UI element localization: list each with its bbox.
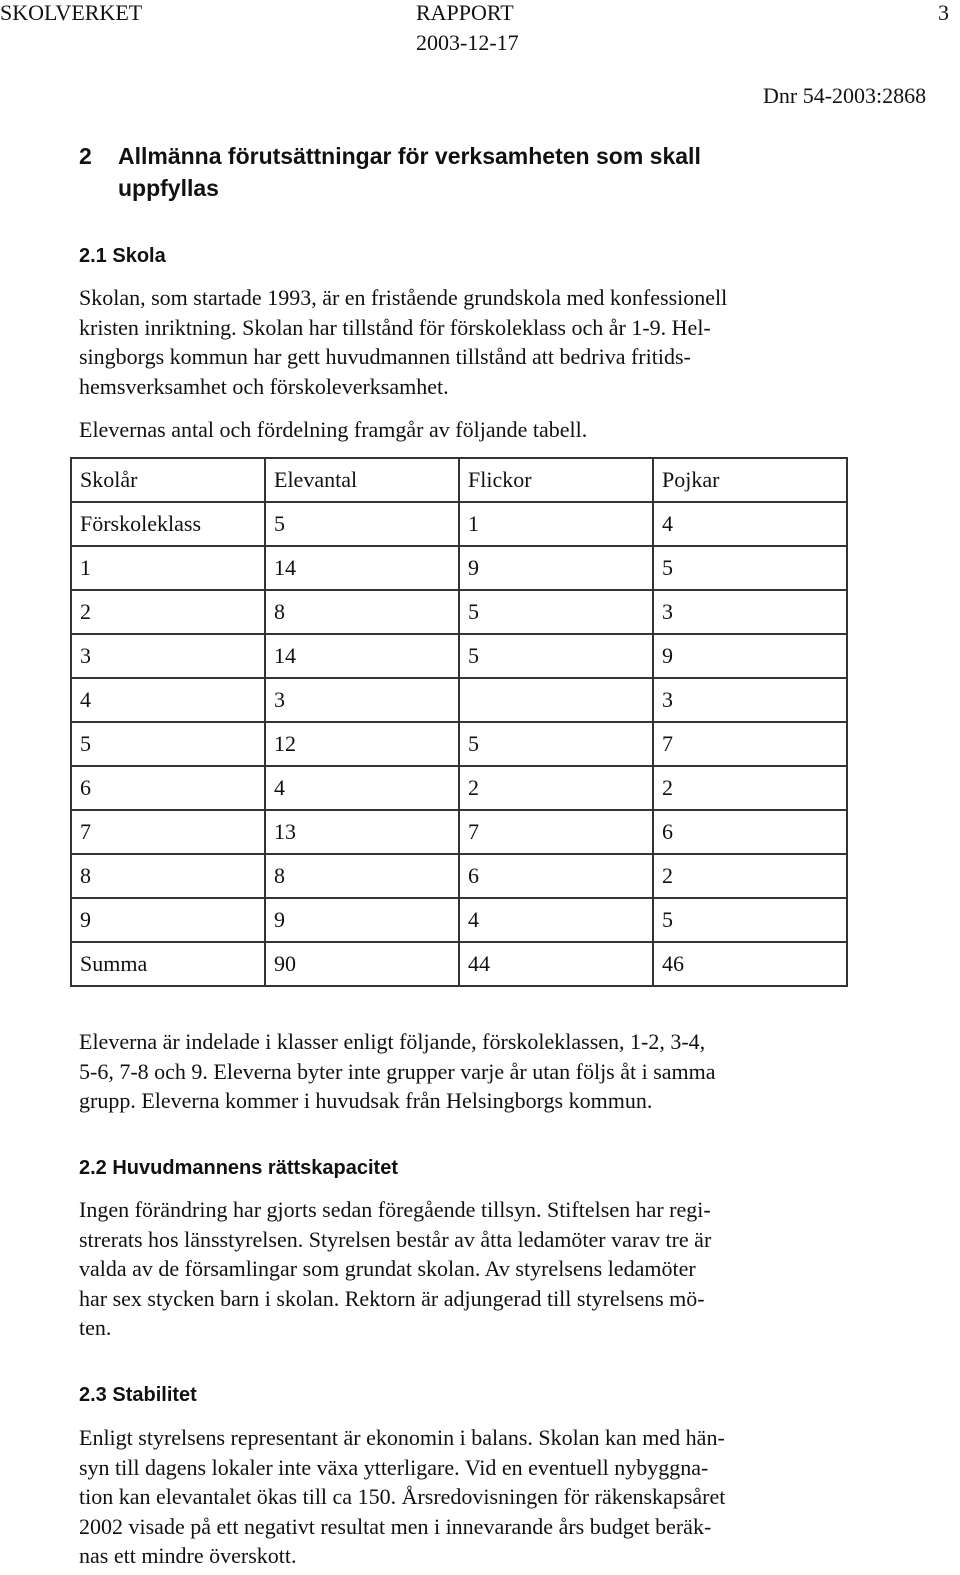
table-cell: 4	[459, 898, 653, 942]
table-row	[71, 810, 847, 854]
table-cell: 2	[653, 854, 847, 898]
section-2-3-heading: 2.3 Stabilitet	[79, 1384, 197, 1406]
table-cell: 5	[459, 634, 653, 678]
header-dnr: Dnr 54-2003:2868	[763, 83, 927, 108]
table-cell: 5	[653, 546, 847, 590]
section-2-1-heading: 2.1 Skola	[79, 245, 166, 267]
table-row	[71, 502, 847, 546]
table-cell: 9	[71, 898, 265, 942]
section-2-1-paragraph-1	[79, 283, 849, 401]
section-2-1-paragraph-3	[79, 1027, 849, 1116]
table-row	[71, 678, 847, 722]
table-cell: 8	[71, 854, 265, 898]
table-header-cell: Elevantal	[265, 458, 459, 502]
section-2-title-line1: Allmänna förutsättningar för verksamheten som skall	[118, 143, 701, 169]
table-cell: 5	[459, 590, 653, 634]
text-line: Ingen förändring har gjorts sedan föregående tillsyn. Stiftelsen har regi-	[79, 1197, 711, 1222]
text-line: kristen inriktning. Skolan har tillstånd för förskoleklass och år 1-9. Hel-	[79, 314, 711, 340]
table-cell: 14	[265, 546, 459, 590]
table-cell: 5	[653, 898, 847, 942]
table-cell: 90	[265, 942, 459, 986]
table-cell: 12	[265, 722, 459, 766]
text-line: Enligt styrelsens representant är ekonomin i balans. Skolan kan med hän-	[79, 1425, 725, 1450]
text-line: singborgs kommun har gett huvudmannen tillstånd att bedriva fritids-	[79, 344, 691, 369]
table-cell: 9	[459, 546, 653, 590]
table-cell: 4	[265, 766, 459, 810]
table-cell: 46	[653, 942, 847, 986]
table-cell: 7	[653, 722, 847, 766]
table-cell: 3	[653, 590, 847, 634]
student-table	[70, 457, 848, 987]
header-date: 2003-12-17	[416, 30, 519, 55]
table-cell: 9	[265, 898, 459, 942]
table-cell: 3	[653, 678, 847, 722]
text-line: grupp. Eleverna kommer i huvudsak från Helsingborgs kommun.	[79, 1088, 653, 1113]
section-2-2-paragraph	[79, 1195, 849, 1343]
section-2-number: 2	[79, 143, 92, 169]
table-cell: Summa	[71, 942, 265, 986]
text-line: hemsverksamhet och förskoleverksamhet.	[79, 373, 449, 399]
table-cell: 4	[653, 502, 847, 546]
table-total-row	[71, 942, 847, 986]
table-row	[71, 766, 847, 810]
table-cell: 5	[265, 502, 459, 546]
text-line: tion kan elevantalet ökas till ca 150. Årsredovisningen för räkenskapsåret	[79, 1484, 726, 1509]
text-line: 5-6, 7-8 och 9. Eleverna byter inte grupper varje år utan följs åt i samma	[79, 1058, 716, 1084]
section-2-3-paragraph	[79, 1423, 849, 1571]
table-cell: 8	[265, 854, 459, 898]
table-cell: 5	[459, 722, 653, 766]
table-cell: 44	[459, 942, 653, 986]
table-cell: 9	[653, 634, 847, 678]
text-line: Skolan, som startade 1993, är en fristående grundskola med konfessionell	[79, 285, 728, 310]
text-line: ten.	[79, 1315, 112, 1340]
table-row	[71, 590, 847, 634]
table-cell: 2	[71, 590, 265, 634]
table-cell: 3	[265, 678, 459, 722]
table-cell: 3	[71, 634, 265, 678]
table-cell: 6	[459, 854, 653, 898]
table-row	[71, 546, 847, 590]
table-cell: 7	[459, 810, 653, 854]
text-line: har sex stycken barn i skolan. Rektorn är adjungerad till styrelsens mö-	[79, 1285, 705, 1311]
table-cell: 6	[653, 810, 847, 854]
table-row	[71, 722, 847, 766]
table-cell: Förskoleklass	[71, 502, 265, 546]
table-cell: 4	[71, 678, 265, 722]
table-cell: 6	[71, 766, 265, 810]
text-line: Eleverna är indelade i klasser enligt följande, förskoleklassen, 1-2, 3-4,	[79, 1029, 706, 1054]
text-line: syn till dagens lokaler inte växa ytterligare. Vid en eventuell nybyggna-	[79, 1454, 709, 1480]
table-row	[71, 634, 847, 678]
table-cell: 7	[71, 810, 265, 854]
table-row	[71, 898, 847, 942]
table-cell: 8	[265, 590, 459, 634]
text-line: strerats hos länsstyrelsen. Styrelsen består av åtta ledamöter varav tre är	[79, 1226, 712, 1252]
page-number: 3	[938, 0, 949, 25]
table-cell: 1	[459, 502, 653, 546]
table-cell: 2	[459, 766, 653, 810]
text-line: valda av de församlingar som grundat skolan. Av styrelsens ledamöter	[79, 1256, 696, 1281]
table-cell: 13	[265, 810, 459, 854]
header-org: SKOLVERKET	[0, 0, 143, 25]
table-header-cell: Flickor	[459, 458, 653, 502]
section-2-1-paragraph-2: Elevernas antal och fördelning framgår av följande tabell.	[79, 417, 588, 442]
table-row	[71, 854, 847, 898]
text-line: 2002 visade på ett negativt resultat men i innevarande års budget beräk-	[79, 1513, 712, 1539]
table-cell: 1	[71, 546, 265, 590]
text-line: nas ett mindre överskott.	[79, 1543, 297, 1568]
header-doc-type: RAPPORT	[416, 0, 514, 25]
table-cell: 14	[265, 634, 459, 678]
table-cell: 5	[71, 722, 265, 766]
section-2-title-line2: uppfyllas	[118, 175, 219, 201]
table-header-cell: Skolår	[71, 458, 265, 502]
section-2-2-heading: 2.2 Huvudmannens rättskapacitet	[79, 1157, 398, 1179]
table-cell: 2	[653, 766, 847, 810]
table-header-cell: Pojkar	[653, 458, 847, 502]
table-header-row	[71, 458, 847, 502]
table-cell	[459, 678, 653, 722]
